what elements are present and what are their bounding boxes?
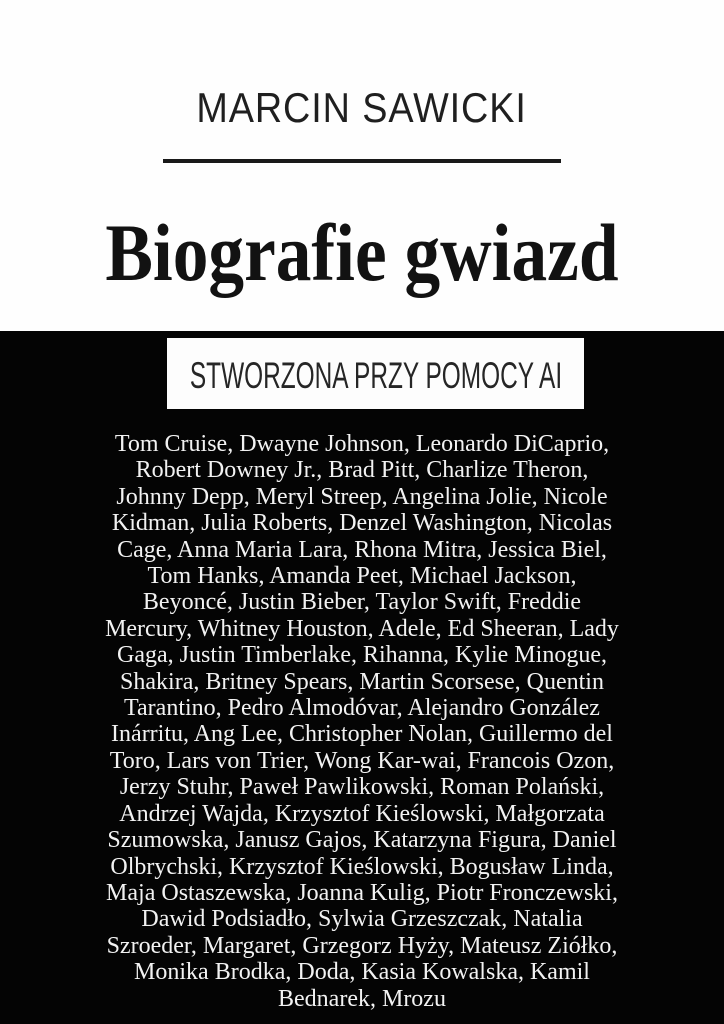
- author-name-text: MARCIN SAWICKI: [196, 84, 528, 131]
- cover-bottom-section: [0, 331, 724, 1024]
- divider-line: [163, 159, 561, 163]
- ai-badge-label: STWORZONA PRZY POMOCY AI: [189, 355, 562, 396]
- book-title-text: Biografie gwiazd: [105, 207, 619, 298]
- names-paragraph: Tom Cruise, Dwayne Johnson, Leonardo DiCaprio, Robert Downey Jr., Brad Pitt, Charlize Theron, Johnny Depp, Meryl Streep, Angelina Jolie, Nicole Kidman, Julia Roberts, Denzel Washington, Nicolas Cage, Anna Maria Lara, Rhona Mitra, Jessica Biel, Tom Hanks, Amanda Peet, Michael Jackson, Beyoncé, Justin Bieber, Taylor Swift, Freddie Mercury, Whitney Houston, Adele, Ed Sheeran, Lady Gaga, Justin Timberlake, Rihanna, Kylie Minogue, Shakira, Britney Spears, Martin Scorsese, Quentin Tarantino, Pedro Almodóvar, Alejandro González Inárritu, Ang Lee, Christopher Nolan, Guillermo del Toro, Lars von Trier, Wong Kar-wai, Francois Ozon, Jerzy Stuhr, Paweł Pawlikowski, Roman Polański, Andrzej Wajda, Krzysztof Kieślowski, Małgorzata Szumowska, Janusz Gajos, Katarzyna Figura, Daniel Olbrychski, Krzysztof Kieślowski, Bogusław Linda, Maja Ostaszewska, Joanna Kulig, Piotr Fronczewski, Dawid Podsiadło, Sylwia Grzeszczak, Natalia Szroeder, Margaret, Grzegorz Hyży, Mateusz Ziółko, Monika Brodka, Doda, Kasia Kowalska, Kamil Bednarek, Mrozu: [105, 431, 619, 1012]
- author-name: [0, 84, 724, 132]
- book-title: [0, 206, 724, 300]
- ai-badge: [167, 338, 584, 409]
